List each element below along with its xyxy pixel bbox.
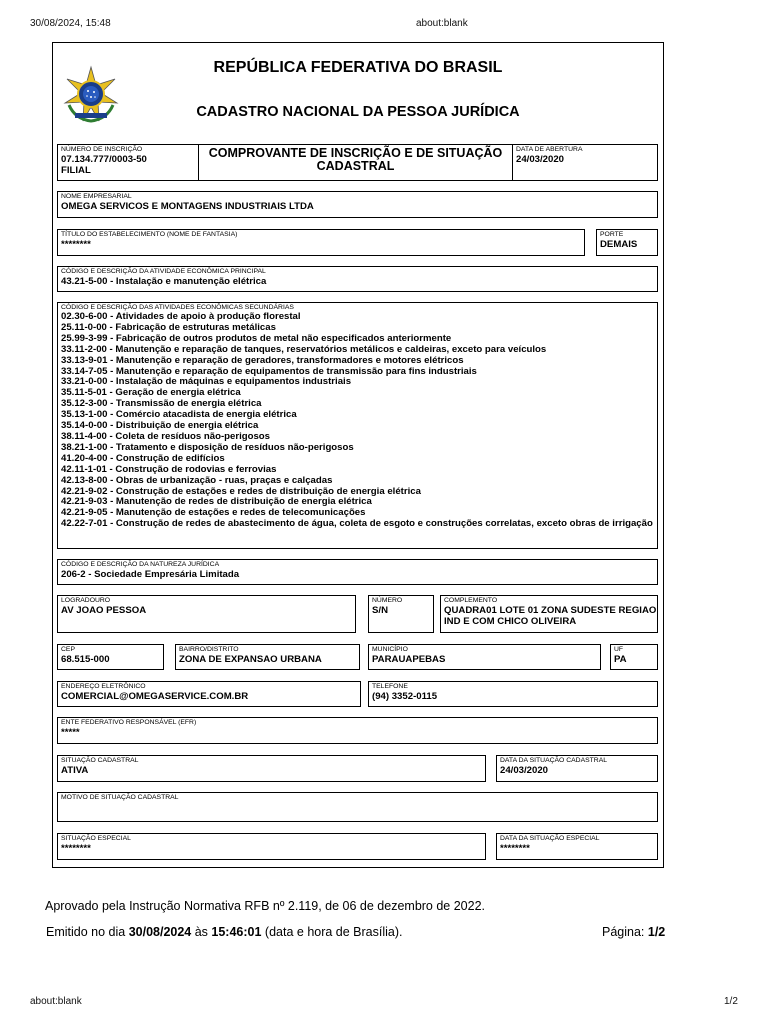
registry-title: CADASTRO NACIONAL DA PESSOA JURÍDICA [196,104,520,120]
registration-number-box [57,144,199,181]
email-label: ENDEREÇO ELETRÔNICO [61,683,146,690]
secondary-activity-item: 35.12-3-00 - Transmissão de energia elétrica [61,398,262,410]
cep-value: 68.515-000 [61,654,110,665]
secondary-activity-item: 25.11-0-00 - Fabricação de estruturas metálicas [61,321,276,333]
print-title: about:blank [416,18,468,29]
page-indicator [602,925,665,939]
approval-note: Aprovado pela Instrução Normativa RFB nº 2.119, de 06 de dezembro de 2022. [45,899,486,913]
print-page-count: 1/2 [724,996,738,1007]
efr-value: ***** [61,727,80,738]
main-activity-value: 43.21-5-00 - Instalação e manutenção elétrica [61,276,267,287]
page-value: 1/2 [647,925,666,939]
address-number-box [368,595,434,633]
page-label: Página: [602,925,648,939]
registration-number-label: NÚMERO DE INSCRIÇÃO [61,146,143,153]
company-size-box [596,229,658,256]
issued-suffix: (data e hora de Brasília). [261,925,403,939]
issued-mid: às [191,925,212,939]
street-box [57,595,356,633]
uf-label: UF [614,646,624,653]
phone-label: TELEFONE [372,683,408,690]
opening-date-box [512,144,658,181]
special-status-box [57,833,486,860]
status-reason-box [57,792,658,822]
secondary-activity-item: 25.99-3-99 - Fabricação de outros produtos de metal não especificados anteriormente [61,332,452,344]
print-footer-url: about:blank [30,996,82,1007]
registration-number-value: 07.134.777/0003-50 [61,154,147,165]
print-datetime: 30/08/2024, 15:48 [30,18,111,29]
company-size-label: PORTE [600,231,624,238]
main-activity-label: CÓDIGO E DESCRIÇÃO DA ATIVIDADE ECONÔMICA PRINCIPAL [61,268,266,275]
efr-label: ENTE FEDERATIVO RESPONSÁVEL (EFR) [61,719,197,726]
company-name-box [57,191,658,218]
registration-type-value: FILIAL [61,165,91,176]
cep-box [57,644,164,670]
email-value: COMERCIAL@OMEGASERVICE.COM.BR [61,691,249,702]
email-box [57,681,361,707]
legal-nature-label: CÓDIGO E DESCRIÇÃO DA NATUREZA JURÍDICA [61,561,220,568]
secondary-activity-item: 41.20-4-00 - Construção de edifícios [61,452,225,464]
secondary-activity-item: 38.21-1-00 - Tratamento e disposição de resíduos não-perigosos [61,441,354,453]
cnpj-document [52,42,664,868]
company-name-value: OMEGA SERVICOS E MONTAGENS INDUSTRIAIS LTDA [61,201,314,212]
secondary-activity-item: 42.13-8-00 - Obras de urbanização - ruas, praças e calçadas [61,474,333,486]
legal-nature-value: 206-2 - Sociedade Empresária Limitada [61,569,240,580]
trade-name-label: TÍTULO DO ESTABELECIMENTO (NOME DE FANTASIA) [61,231,238,238]
status-box [57,755,486,782]
uf-value: PA [614,654,627,665]
special-date-value: ******** [500,843,530,854]
doc-title-box [198,144,513,181]
secondary-activities-box [57,302,658,549]
status-date-label: DATA DA SITUAÇÃO CADASTRAL [500,757,608,764]
secondary-activity-item: 33.11-2-00 - Manutenção e reparação de tanques, reservatórios metálicos e caldeiras, exceto para veículos [61,343,547,355]
secondary-activity-item: 33.13-9-01 - Manutenção e reparação de geradores, transformadores e motores elétricos [61,354,464,366]
secondary-activity-item: 33.21-0-00 - Instalação de máquinas e equipamentos industriais [61,376,352,388]
secondary-activity-item: 02.30-6-00 - Atividades de apoio à produção florestal [61,311,301,322]
secondary-activity-item: 35.11-5-01 - Geração de energia elétrica [61,387,241,399]
issued-time: 15:46:01 [211,925,262,939]
secondary-activity-item: 42.21-9-03 - Manutenção de redes de distribuição de energia elétrica [61,496,372,508]
efr-box [57,717,658,744]
trade-name-box [57,229,585,256]
district-label: BAIRRO/DISTRITO [179,646,239,653]
status-reason-label: MOTIVO DE SITUAÇÃO CADASTRAL [61,794,179,801]
address-number-value: S/N [372,605,388,616]
cep-label: CEP [61,646,75,653]
district-value: ZONA DE EXPANSAO URBANA [179,654,322,665]
special-date-label: DATA DA SITUAÇÃO ESPECIAL [500,835,600,842]
special-status-label: SITUAÇÃO ESPECIAL [61,835,131,842]
secondary-activity-item: 42.22-7-01 - Construção de redes de abastecimento de água, coleta de esgoto e construções correlatas, exceto obras de irrigação [61,518,653,530]
secondary-activity-item: 35.14-0-00 - Distribuição de energia elétrica [61,420,259,432]
phone-value: (94) 3352-0115 [372,691,438,702]
company-name-label: NOME EMPRESARIAL [61,193,132,200]
street-value: AV JOAO PESSOA [61,605,147,616]
trade-name-value: ******** [61,239,91,250]
complement-box [440,595,658,633]
address-number-label: NÚMERO [372,597,403,604]
legal-nature-box [57,559,658,585]
secondary-activity-item: 33.14-7-05 - Manutenção e reparação de equipamentos de transmissão para fins industriais [61,365,477,377]
city-value: PARAUAPEBAS [372,654,446,665]
secondary-activities-label: CÓDIGO E DESCRIÇÃO DAS ATIVIDADES ECONÔMICAS SECUNDÁRIAS [61,304,294,311]
status-date-value: 24/03/2020 [500,765,549,776]
main-activity-box [57,266,658,292]
street-label: LOGRADOURO [61,597,111,604]
issued-note [46,925,403,939]
uf-box [610,644,658,670]
district-box [175,644,360,670]
secondary-activity-item: 35.13-1-00 - Comércio atacadista de energia elétrica [61,409,297,421]
issued-prefix: Emitido no dia [46,925,129,939]
special-date-box [496,833,658,860]
complement-value: QUADRA01 LOTE 01 ZONA SUDESTE REGIAO IND E COM CHICO OLIVEIRA [444,605,657,627]
status-value: ATIVA [61,765,89,776]
status-date-box [496,755,658,782]
complement-label: COMPLEMENTO [444,597,498,604]
status-label: SITUAÇÃO CADASTRAL [61,757,139,764]
secondary-activity-item: 38.11-4-00 - Coleta de resíduos não-perigosos [61,430,270,442]
city-box [368,644,601,670]
special-status-value: ******** [61,843,91,854]
issued-date: 30/08/2024 [128,925,192,939]
opening-date-value: 24/03/2020 [516,154,565,165]
secondary-activity-item: 42.11-1-01 - Construção de rodovias e ferrovias [61,463,277,475]
document-title: COMPROVANTE DE INSCRIÇÃO E DE SITUAÇÃO CADASTRAL [208,146,503,173]
opening-date-label: DATA DE ABERTURA [516,146,583,153]
secondary-activity-item: 42.21-9-05 - Manutenção de estações e redes de telecomunicações [61,507,366,519]
republic-title: REPÚBLICA FEDERATIVA DO BRASIL [213,59,503,76]
company-size-value: DEMAIS [600,239,638,250]
secondary-activity-item: 42.21-9-02 - Construção de estações e redes de distribuição de energia elétrica [61,485,421,497]
city-label: MUNICÍPIO [372,646,408,653]
phone-box [368,681,658,707]
